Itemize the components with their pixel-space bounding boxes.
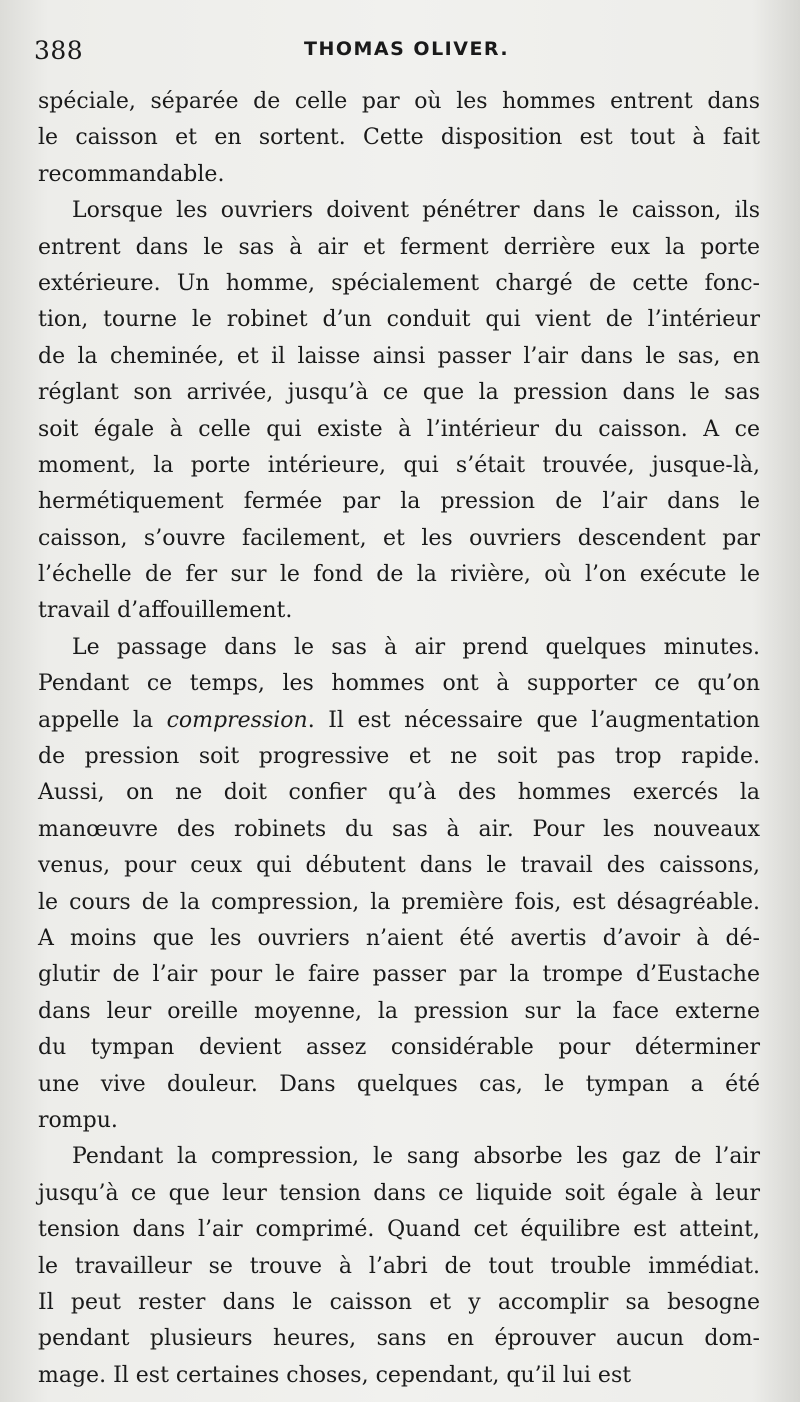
text-line: extérieure. Un homme, spécialement chargé de cette fonc- [38, 270, 760, 296]
text-line: une vive douleur. Dans quelques cas, le tympan a été [38, 1071, 760, 1097]
text-line: tion, tourne le robinet d’un conduit qui vient de l’intérieur [38, 307, 760, 333]
text-line: hermétiquement fermée par la pression de l’air dans le [38, 489, 760, 515]
text-line: mage. Il est certaines choses, cependant, qu’il lui est [38, 1362, 632, 1388]
text-line: spéciale, séparée de celle par où les hommes entrent dans [38, 89, 760, 114]
text-segment: appelle la [38, 707, 167, 733]
text-line: Aussi, on ne doit confier qu’à des hommes exercés la [38, 780, 760, 806]
text-line: moment, la porte intérieure, qui s’était trouvée, jusque-là, [38, 452, 760, 478]
text-line: recommandable. [38, 161, 225, 187]
text-line: le cours de la compression, la première fois, est désagréable. [38, 889, 760, 915]
text-line: Il peut rester dans le caisson et y accomplir sa besogne [38, 1289, 760, 1315]
text-line: pendant plusieurs heures, sans en éprouver aucun dom- [38, 1326, 760, 1352]
paragraph [38, 84, 760, 193]
text-line: du tympan devient assez considérable pour déterminer [38, 1035, 760, 1061]
text-line: Pendant la compression, le sang absorbe les gaz de l’air [72, 1144, 760, 1170]
text-line: caisson, s’ouvre facilement, et les ouvriers descendent par [38, 525, 760, 551]
text-line: le caisson et en sortent. Cette disposition est tout à fait [38, 125, 760, 151]
body-text [38, 84, 760, 1394]
text-line: dans leur oreille moyenne, la pression sur la face externe [38, 998, 760, 1024]
text-line: le travailleur se trouve à l’abri de tout trouble immédiat. [38, 1253, 760, 1279]
paragraph [38, 1139, 760, 1394]
page-header [34, 36, 764, 76]
italic-term: compression [166, 707, 308, 733]
text-segment: . Il est nécessaire que l’augmentation [307, 707, 760, 733]
text-line: A moins que les ouvriers n’aient été avertis d’avoir à dé- [38, 925, 760, 951]
text-line: tension dans l’air comprimé. Quand cet équilibre est atteint, [38, 1217, 760, 1243]
text-line: réglant son arrivée, jusqu’à ce que la pression dans le sas [38, 380, 760, 406]
page-number: 388 [34, 36, 84, 65]
text-line: de pression soit progressive et ne soit pas trop rapide. [38, 744, 760, 770]
text-line: de la cheminée, et il laisse ainsi passer l’air dans le sas, en [38, 343, 760, 369]
text-line [38, 703, 760, 739]
paragraph [38, 193, 760, 630]
text-line: l’échelle de fer sur le fond de la rivière, où l’on exécute le [38, 562, 760, 588]
text-line: soit égale à celle qui existe à l’intérieur du caisson. A ce [38, 416, 760, 442]
text-line: manœuvre des robinets du sas à air. Pour les nouveaux [38, 816, 760, 842]
text-line: venus, pour ceux qui débutent dans le travail des caissons, [38, 853, 760, 879]
text-line: rompu. [38, 1107, 118, 1133]
paragraph [38, 630, 760, 1139]
text-line: glutir de l’air pour le faire passer par la trompe d’Eustache [38, 962, 760, 988]
text-line: Lorsque les ouvriers doivent pénétrer dans le caisson, ils [72, 198, 760, 224]
text-line: Le passage dans le sas à air prend quelques minutes. [72, 634, 760, 660]
text-line: jusqu’à ce que leur tension dans ce liquide soit égale à leur [38, 1180, 760, 1206]
text-line: travail d’affouillement. [38, 598, 293, 624]
text-line: entrent dans le sas à air et ferment derrière eux la porte [38, 234, 760, 260]
running-title: THOMAS OLIVER. [304, 38, 510, 60]
text-line: Pendant ce temps, les hommes ont à supporter ce qu’on [38, 671, 760, 697]
